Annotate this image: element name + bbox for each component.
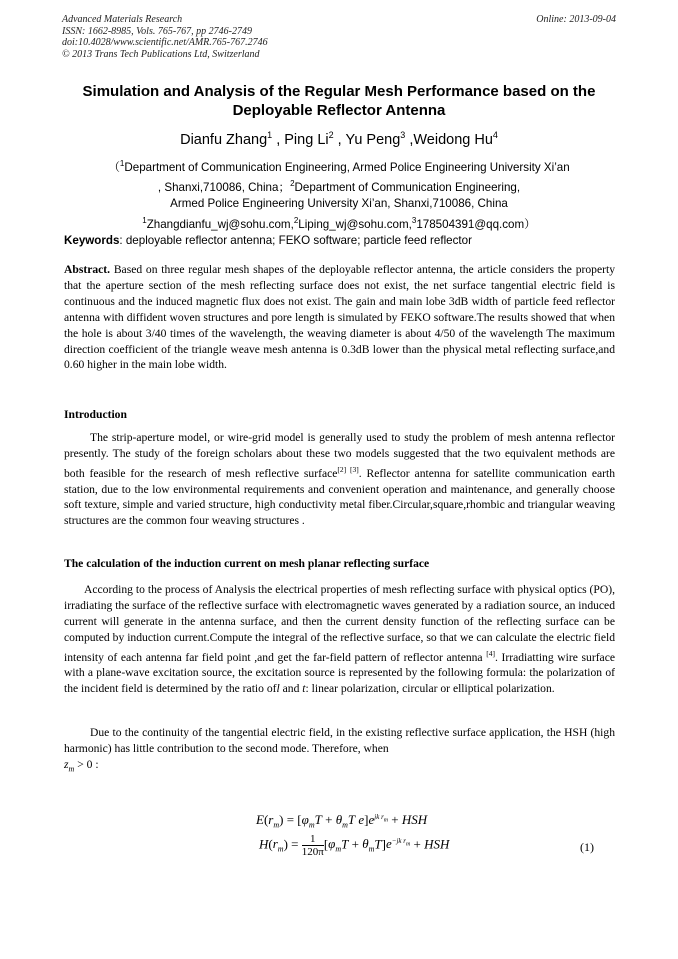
keywords-label: Keywords bbox=[64, 234, 120, 247]
abstract bbox=[64, 262, 615, 373]
author-name: Ping Li bbox=[284, 131, 329, 148]
equation-h-field: $H(r_m)$ = $\frac{1}{120\pi}$ $[\varphi_mT + \theta_mT]e^{-jk r_m}$ + HSH bbox=[259, 833, 450, 858]
equation-number: (1) bbox=[580, 840, 594, 854]
section-heading-introduction: Introduction bbox=[64, 408, 127, 421]
section-heading-induction-current: The calculation of the induction current on mesh planar reflecting surface bbox=[64, 557, 430, 570]
affiliation-block bbox=[40, 156, 638, 233]
author-name: Weidong Hu bbox=[413, 131, 493, 148]
online-date: Online: 2013-09-04 bbox=[536, 14, 616, 25]
section2-paragraph-1: According to the process of Analysis the electrical properties of mesh reflecting surface with physical optics (PO), irradiating the surface of the reflective surface with electromagnetic waves generated by a radiation source, an induced current will generate in the antenna surface, and then the current density function of the reflecting surface can be computed by induction current.Compute the integral of the reflective surface, so that we can calculate the electric field intensity of each antenna far field point ,and get the far-field pattern of reflector antenna [4]. Irradiatting wire surface with a plane-wave excitation source, the excitation source is represented by the following formula: the polarization of the incident field is determined by the ratio ofl and t: linear polarization, circular or elliptical polarization. bbox=[64, 583, 615, 696]
journal-name: Advanced Materials Research bbox=[62, 14, 183, 25]
paper-title bbox=[40, 82, 638, 120]
author-sup: 4 bbox=[492, 130, 498, 140]
email-line: $^1$Zhangdianfu_wj@sohu.com,$^2$Liping_wj@sohu.com,$^3$178504391@qq.com） bbox=[142, 215, 536, 231]
affiliation-line-2: , Shanxi,710086, China；$^2$Department of Communication Engineering, bbox=[157, 179, 521, 195]
keywords-text: : deployable reflector antenna; FEKO software; particle feed reflector bbox=[119, 234, 472, 247]
copyright-line: © 2013 Trans Tech Publications Ltd, Switzerland bbox=[62, 48, 260, 60]
equation-fraction: $\frac{1}{120\pi}$ bbox=[301, 833, 324, 858]
author-sup: 3 bbox=[400, 130, 406, 140]
abstract-text: Based on three regular mesh shapes of the deployable reflector antenna, the article considers the property that the aperture section of the mesh reflecting surface does not exist, the net surface tangential electric field is continuous and the induced magnetic flux does not exist. The gain and main lobe 3dB width of particle feed reflector antenna with diffident woven structures and pore length is simulated by FEKO software.The results showed that when the hole is about 3/40 times of the wavelength, the weaving diameter is about 4/50 of the wavelength The maximum direction coefficient of the triangle weave mesh antenna is 0.3dB lower than the physical metal reflecting surface,and 0.60 higher in the main lobe width. bbox=[64, 263, 615, 372]
title-line-2: Deployable Reflector Antenna bbox=[232, 102, 446, 119]
affiliation-line-1: （$^1$Department of Communication Engineering, Armed Police Engineering University Xi’an bbox=[108, 159, 570, 174]
author-sup: 1 bbox=[267, 130, 273, 140]
equation-e-field: $E(r_m) = [\varphi_mT + \theta_mT$ $e]e^{jk r_m}$ + HSH bbox=[256, 812, 428, 830]
introduction-paragraph: The strip-aperture model, or wire-grid model is generally used to study the problem of mesh antenna reflector presently. The study of the foreign scholars about these two models suggested that the two equivalent methods are both feasible for the research of mesh reflective surface[2] [3]. Reflector antenna for satellite communication earth station, due to the low environmental requirements and convenient operation and maintenance, and generally choose soft texture, simple and varied structure, high conductivity metal fiber.Circular,square,rhombic and triangular weaving structures are the common four weaving structures . bbox=[64, 431, 615, 528]
citation: [2] [3] bbox=[337, 464, 359, 474]
keywords bbox=[64, 234, 624, 247]
doi-line: doi:10.4028/www.scientific.net/AMR.765-767.2746 bbox=[62, 37, 268, 49]
author-name: Dianfu Zhang bbox=[180, 131, 268, 148]
citation: [4] bbox=[486, 648, 495, 658]
title-line-1: Simulation and Analysis of the Regular Mesh Performance based on the bbox=[82, 83, 596, 100]
affiliation-line-3: Armed Police Engineering University Xi’an, Shanxi,710086, China bbox=[170, 197, 508, 211]
section2-paragraph-2: Due to the continuity of the tangential electric field, in the existing reflective surface application, the HSH (high harmonic) has little contribution to the second mode. Therefore, when $z_m > 0$ : bbox=[64, 726, 615, 774]
author-list: Dianfu Zhang$^1$ , Ping Li$^2$ , Yu Peng$^3$ ,Weidong Hu$^4$ bbox=[180, 130, 498, 148]
author-name: Yu Peng bbox=[345, 131, 401, 148]
issn-line: ISSN: 1662-8985, Vols. 765-767, pp 2746-2749 bbox=[62, 25, 252, 37]
journal-header bbox=[62, 14, 616, 60]
author-sup: 2 bbox=[328, 130, 334, 140]
abstract-label: Abstract. bbox=[64, 263, 111, 276]
